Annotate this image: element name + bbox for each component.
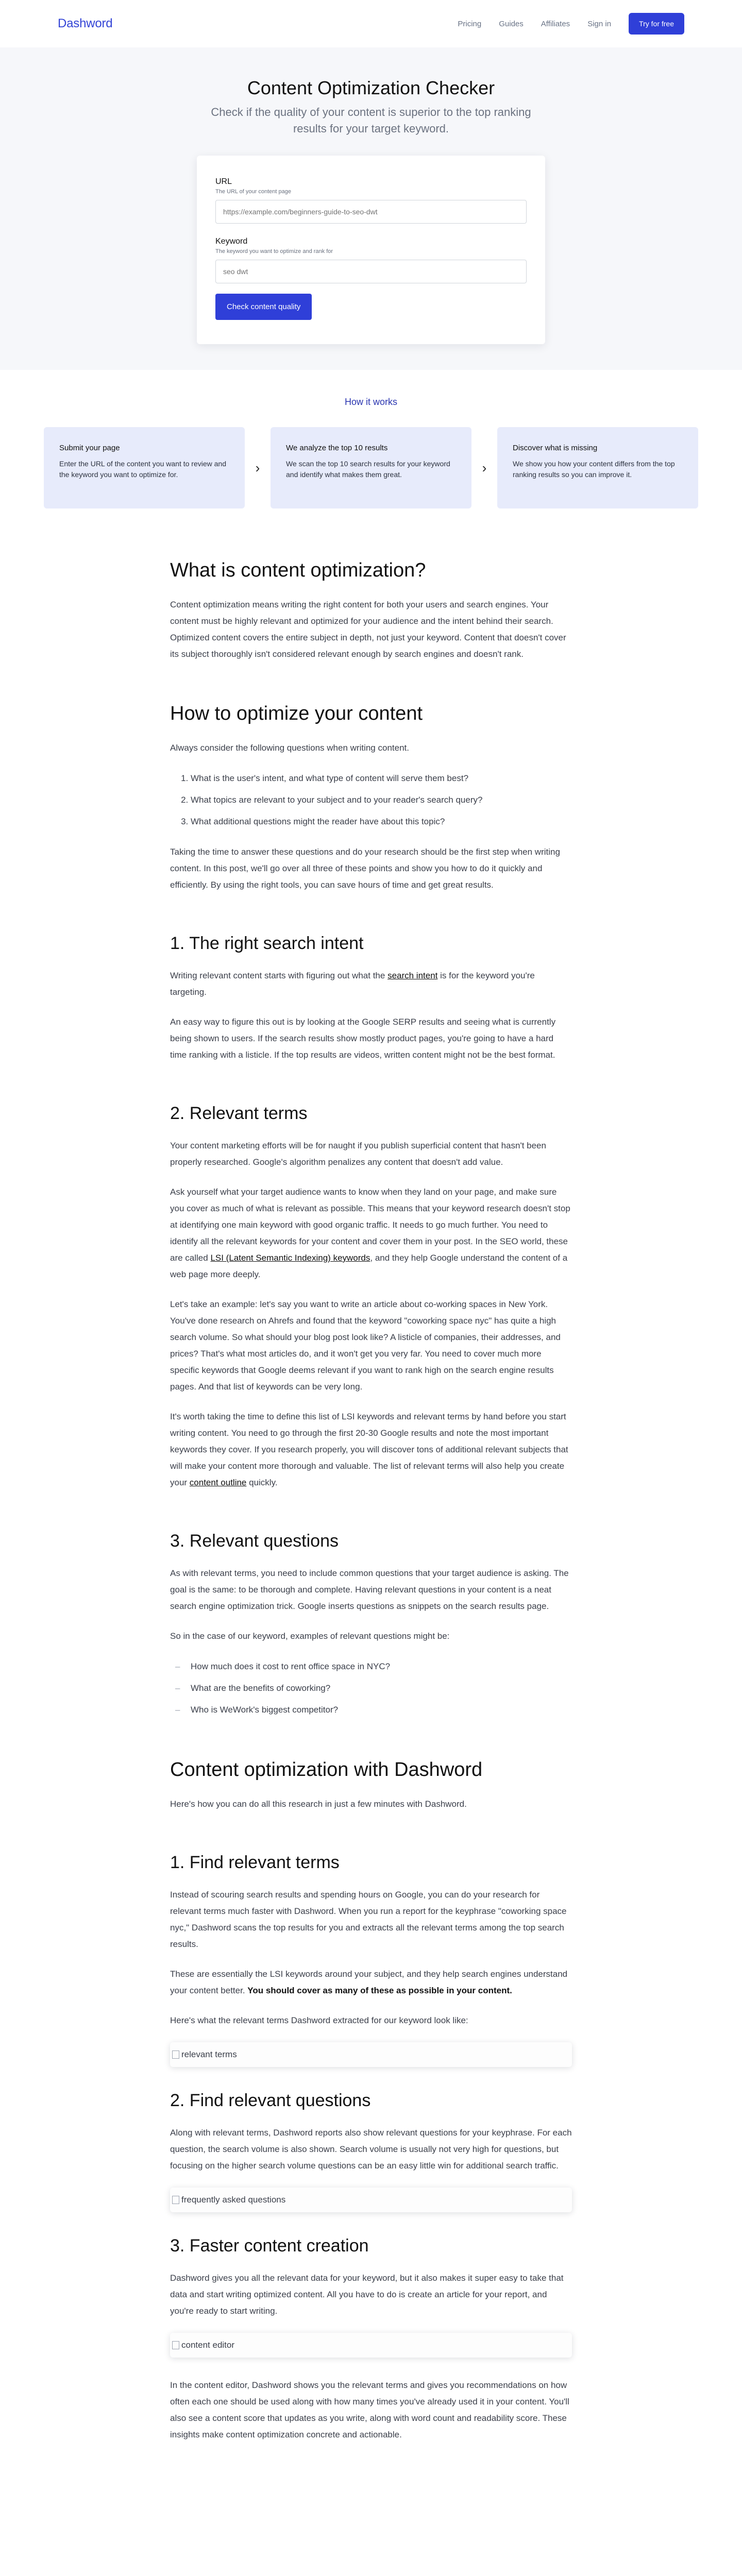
keyword-label: Keyword — [215, 237, 248, 246]
list-item: – How much does it cost to rent office space in NYC? — [191, 1658, 572, 1675]
nav-link-pricing[interactable]: Pricing — [458, 19, 482, 28]
questions-list — [170, 770, 572, 831]
image-alt-text: frequently asked questions — [181, 2195, 286, 2205]
section-spacer — [170, 907, 572, 933]
checker-form — [197, 156, 545, 344]
paragraph: An easy way to figure this out is by looking at the Google SERP results and seeing what is currently being shown to users. If the search results show mostly product pages, you're going to have a hard time ranking with a listicle. If the top results are videos, written content might not be the best format. — [170, 1017, 556, 1060]
paragraph: In the content editor, Dashword shows you the relevant terms and gives you recommendations on how often each one should be used along with how many times you've already used it in your content. You'll also see a content score that updates as you write, along with word count and readability score. These insights make content optimization concrete and actionable. — [170, 2380, 569, 2439]
heading-search-intent: 1. The right search intent — [170, 934, 364, 953]
text: These are essentially the LSI keywords around your subject, and they help search engines understand your content better. — [170, 1969, 568, 1995]
logo[interactable]: Dashword — [58, 16, 113, 30]
top-nav — [0, 0, 742, 47]
list-item: 3. What additional questions might the reader have about this topic? — [191, 813, 572, 831]
url-field-group — [215, 177, 527, 224]
step-body: We scan the top 10 search results for your keyword and identify what makes them great. — [286, 460, 450, 479]
step-card — [271, 427, 471, 509]
paragraph: Taking the time to answer these questions and do your research should be the first step when writing content. In this post, we'll go over all three of these points and show you how to do it quickly and efficiently. By using the right tools, you can save hours of time and get great results. — [170, 847, 560, 890]
nav-link-sign-in[interactable]: Sign in — [587, 19, 612, 28]
list-item: 1. What is the user's intent, and what type of content will serve them best? — [191, 770, 572, 787]
paragraph: So in the case of our keyword, examples of relevant questions might be: — [170, 1631, 450, 1641]
paragraph — [170, 1966, 572, 1999]
emphasis: You should cover as many of these as possible in your content. — [247, 1986, 512, 1995]
how-it-works-title: How it works — [344, 397, 397, 407]
check-content-quality-button[interactable]: Check content quality — [215, 294, 312, 320]
image-alt-text: content editor — [181, 2340, 235, 2350]
url-input[interactable] — [215, 200, 527, 224]
heading-find-relevant-terms: 1. Find relevant terms — [170, 1853, 340, 1872]
page-title: Content Optimization Checker — [247, 77, 495, 98]
text: It's worth taking the time to define this list of LSI keywords and relevant terms by hand before you start writing content. You need to go through the first 20-30 Google results and note the most important keywords they cover. If you research properly, you will discover tons of additional relevant subjects that will make your content more thorough and valuable. The list of relevant terms will also help you create your — [170, 1412, 568, 1487]
list-item: – Who is WeWork's biggest competitor? — [191, 1701, 572, 1719]
step-card — [44, 427, 245, 509]
broken-image-icon — [172, 2196, 179, 2204]
heading-relevant-questions: 3. Relevant questions — [170, 1531, 339, 1551]
chevron-right-icon: › — [255, 460, 260, 476]
paragraph: Here's how you can do all this research in just a few minutes with Dashword. — [170, 1799, 467, 1809]
section-spacer — [170, 676, 572, 702]
list-item: 2. What topics are relevant to your subject and to your reader's search query? — [191, 791, 572, 809]
paragraph: Always consider the following questions when writing content. — [170, 743, 409, 753]
content-outline-link[interactable]: content outline — [189, 1478, 247, 1487]
keyword-help-text: The keyword you want to optimize and rank for — [215, 248, 333, 255]
heading-faster-content-creation: 3. Faster content creation — [170, 2236, 369, 2256]
section-spacer — [170, 1826, 572, 1852]
heading-how-to-optimize: How to optimize your content — [170, 703, 423, 724]
step-body: Enter the URL of the content you want to review and the keyword you want to optimize for. — [59, 460, 227, 479]
section-spacer — [170, 1504, 572, 1530]
section-spacer — [170, 1732, 572, 1758]
heading-find-relevant-questions: 2. Find relevant questions — [170, 2091, 371, 2110]
step-title: Discover what is missing — [513, 444, 598, 452]
paragraph — [170, 1409, 572, 1491]
paragraph: Your content marketing efforts will be for naught if you publish superficial content that hasn't been properly researched. Google's algorithm penalizes any content that doesn't add value. — [170, 1141, 546, 1167]
search-intent-link[interactable]: search intent — [387, 971, 438, 980]
step-card — [497, 427, 698, 509]
heading-relevant-terms: 2. Relevant terms — [170, 1104, 308, 1123]
content-editor-image — [170, 2333, 572, 2358]
nav-link-affiliates[interactable]: Affiliates — [541, 19, 570, 28]
paragraph: Let's take an example: let's say you want to write an article about co-working spaces in New York. You've done research on Ahrefs and found that the keyword "coworking space nyc" has quite a high search volume. So what should your blog post look like? A listicle of companies, their addresses, and prices? That's what most articles do, and it won't get you very far. You need to cover much more specific keywords that Google deems relevant if you want to rank high on the search engine results pages. And that list of keywords can be very long. — [170, 1299, 561, 1392]
url-label: URL — [215, 177, 232, 186]
section-spacer — [170, 1077, 572, 1103]
faq-image — [170, 2188, 572, 2212]
paragraph — [170, 1184, 572, 1283]
keyword-field-group — [215, 237, 527, 283]
paragraph: Along with relevant terms, Dashword reports also show relevant questions for your keyphrase. For each question, the search volume is also shown. Search volume is usually not very high for questions, but focusing on the higher search volume questions can be an easy little win for additional search traffic. — [170, 2128, 572, 2171]
text: Writing relevant content starts with figuring out what the — [170, 971, 388, 980]
paragraph: As with relevant terms, you need to include common questions that your target audience is asking. The goal is the same: to be thorough and complete. Having relevant questions in your content is a neat search engine optimization trick. Google inserts questions as snippets on the search results page. — [170, 1568, 569, 1611]
step-title: Submit your page — [59, 444, 120, 452]
nav-links — [458, 13, 684, 35]
article-content — [170, 558, 572, 2443]
paragraph: Content optimization means writing the right content for both your users and search engines. Your content must be highly relevant and optimized for your audience and the intent behind their search. Optimized content covers the entire subject in depth, not just your keyword. Content that doesn't cover its subject thoroughly isn't considered relevant enough by search engines and doesn't rank. — [170, 600, 566, 659]
text: , and they help Google understand the content of a web page more deeply. — [170, 1253, 568, 1279]
step-body: We show you how your content differs from the top ranking results so you can improve it. — [513, 460, 675, 479]
broken-image-icon — [172, 2341, 179, 2349]
text: Ask yourself what your target audience wants to know when they land on your page, and make sure you cover as much of what is relevant as possible. This means that your keyword research doesn't stop at identifying one main keyword with good organic traffic. It needs to go much further. You need to identify all the relevant keywords for your content and cover them in your post. In the SEO world, these are called — [170, 1187, 570, 1263]
keyword-input[interactable] — [215, 260, 527, 283]
lsi-keywords-link[interactable]: LSI (Latent Semantic Indexing) keywords — [210, 1253, 370, 1263]
paragraph — [170, 968, 572, 1001]
paragraph: Here's what the relevant terms Dashword extracted for our keyword look like: — [170, 2015, 468, 2025]
url-help-text: The URL of your content page — [215, 189, 291, 195]
text: quickly. — [246, 1478, 278, 1487]
hero-section — [0, 47, 742, 370]
nav-link-guides[interactable]: Guides — [499, 19, 524, 28]
heading-what-is-content-optimization: What is content optimization? — [170, 560, 426, 581]
steps-row — [0, 427, 742, 509]
page-subtitle: Check if the quality of your content is superior to the top ranking results for your target keyword. — [211, 106, 531, 135]
how-it-works-section — [0, 370, 742, 558]
step-title: We analyze the top 10 results — [286, 444, 388, 452]
relevant-terms-image — [170, 2042, 572, 2067]
heading-content-optimization-with-dashword: Content optimization with Dashword — [170, 1759, 483, 1781]
chevron-right-icon: › — [482, 460, 487, 476]
example-questions-list — [170, 1658, 572, 1719]
paragraph: Instead of scouring search results and spending hours on Google, you can do your research for relevant terms much faster with Dashword. When you run a report for the keyphrase "coworking space nyc," Dashword scans the top results for you and extracts all the relevant terms among the top search results. — [170, 1890, 567, 1949]
list-item: – What are the benefits of coworking? — [191, 1680, 572, 1697]
paragraph: Dashword gives you all the relevant data for your keyword, but it also makes it super easy to take that data and start writing optimized content. All you have to do is create an article for your report, and you're ready to start writing. — [170, 2273, 564, 2316]
text: is for the keyword you're targeting. — [170, 971, 535, 997]
try-for-free-button[interactable]: Try for free — [629, 13, 684, 35]
image-alt-text: relevant terms — [181, 2049, 237, 2059]
broken-image-icon — [172, 2050, 179, 2059]
